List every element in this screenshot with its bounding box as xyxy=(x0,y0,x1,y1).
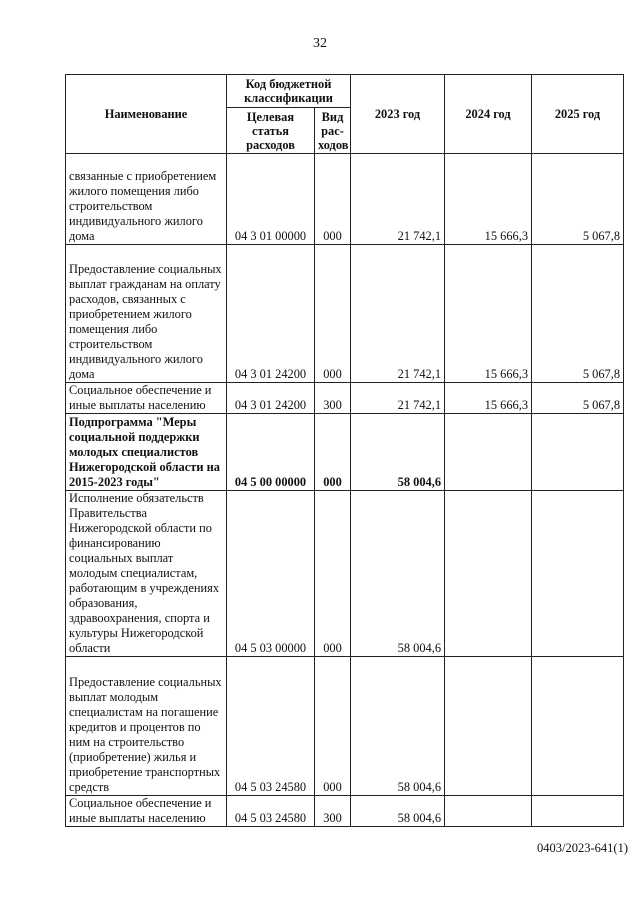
table-row xyxy=(66,245,624,383)
row-name: Социальное обеспечение и иные выплаты населению xyxy=(66,383,227,414)
table-row-subprogram xyxy=(66,414,624,491)
row-value-2024 xyxy=(445,796,532,827)
header-year-2024: 2024 год xyxy=(445,75,532,154)
row-value-2023: 58 004,6 xyxy=(351,491,445,657)
row-value-2025: 5 067,8 xyxy=(532,154,624,245)
row-value-2025 xyxy=(532,657,624,796)
row-expense-type: 000 xyxy=(315,245,351,383)
row-value-2023: 58 004,6 xyxy=(351,796,445,827)
row-name: Предоставление социальных выплат гражданам на оплату расходов, связанных с приобретением жилого помещения либо строительством индивидуального жилого дома xyxy=(66,245,227,383)
row-value-2023: 58 004,6 xyxy=(351,414,445,491)
row-target-article: 04 3 01 24200 xyxy=(227,245,315,383)
row-expense-type: 300 xyxy=(315,796,351,827)
row-target-article: 04 3 01 24200 xyxy=(227,383,315,414)
budget-table xyxy=(65,74,624,827)
header-year-2025: 2025 год xyxy=(532,75,624,154)
row-expense-type: 000 xyxy=(315,491,351,657)
row-target-article: 04 3 01 00000 xyxy=(227,154,315,245)
header-expense-type: Вид рас-ходов xyxy=(315,108,351,154)
row-value-2025: 5 067,8 xyxy=(532,383,624,414)
row-expense-type: 000 xyxy=(315,657,351,796)
row-target-article: 04 5 03 00000 xyxy=(227,491,315,657)
row-name: Подпрограмма "Меры социальной поддержки молодых специалистов Нижегородской области на 2015-2023 годы" xyxy=(66,414,227,491)
row-value-2025: 5 067,8 xyxy=(532,245,624,383)
page-number: 32 xyxy=(313,36,327,51)
row-value-2024 xyxy=(445,414,532,491)
row-expense-type: 000 xyxy=(315,414,351,491)
row-target-article: 04 5 00 00000 xyxy=(227,414,315,491)
header-target-article: Целевая статья расходов xyxy=(227,108,315,154)
header-year-2023: 2023 год xyxy=(351,75,445,154)
table-row xyxy=(66,491,624,657)
row-expense-type: 300 xyxy=(315,383,351,414)
row-value-2024: 15 666,3 xyxy=(445,383,532,414)
row-target-article: 04 5 03 24580 xyxy=(227,796,315,827)
row-value-2024 xyxy=(445,491,532,657)
header-name: Наименование xyxy=(66,75,227,154)
table-row xyxy=(66,154,624,245)
header-budget-code-group: Код бюджетной классификации xyxy=(227,75,351,108)
table-row xyxy=(66,796,624,827)
table-row xyxy=(66,383,624,414)
row-value-2025 xyxy=(532,414,624,491)
row-target-article: 04 5 03 24580 xyxy=(227,657,315,796)
row-name: Предоставление социальных выплат молодым специалистам на погашение кредитов и процентов по ним на строительство (приобретение) жилья и приобретение транспортных средств xyxy=(66,657,227,796)
row-value-2023: 21 742,1 xyxy=(351,245,445,383)
row-value-2023: 21 742,1 xyxy=(351,154,445,245)
row-name: Социальное обеспечение и иные выплаты населению xyxy=(66,796,227,827)
row-value-2023: 21 742,1 xyxy=(351,383,445,414)
row-name: Исполнение обязательств Правительства Нижегородской области по финансированию социальных выплат молодым специалистам, работающим в учреждениях образования, здравоохранения, спорта и культуры Нижегородской области xyxy=(66,491,227,657)
table-row xyxy=(66,657,624,796)
row-expense-type: 000 xyxy=(315,154,351,245)
row-value-2024 xyxy=(445,657,532,796)
row-value-2024: 15 666,3 xyxy=(445,245,532,383)
row-value-2025 xyxy=(532,491,624,657)
row-name: связанные с приобретением жилого помещения либо строительством индивидуального жилого дома xyxy=(66,154,227,245)
row-value-2024: 15 666,3 xyxy=(445,154,532,245)
document-code: 0403/2023-641(1) xyxy=(537,841,628,855)
row-value-2023: 58 004,6 xyxy=(351,657,445,796)
row-value-2025 xyxy=(532,796,624,827)
